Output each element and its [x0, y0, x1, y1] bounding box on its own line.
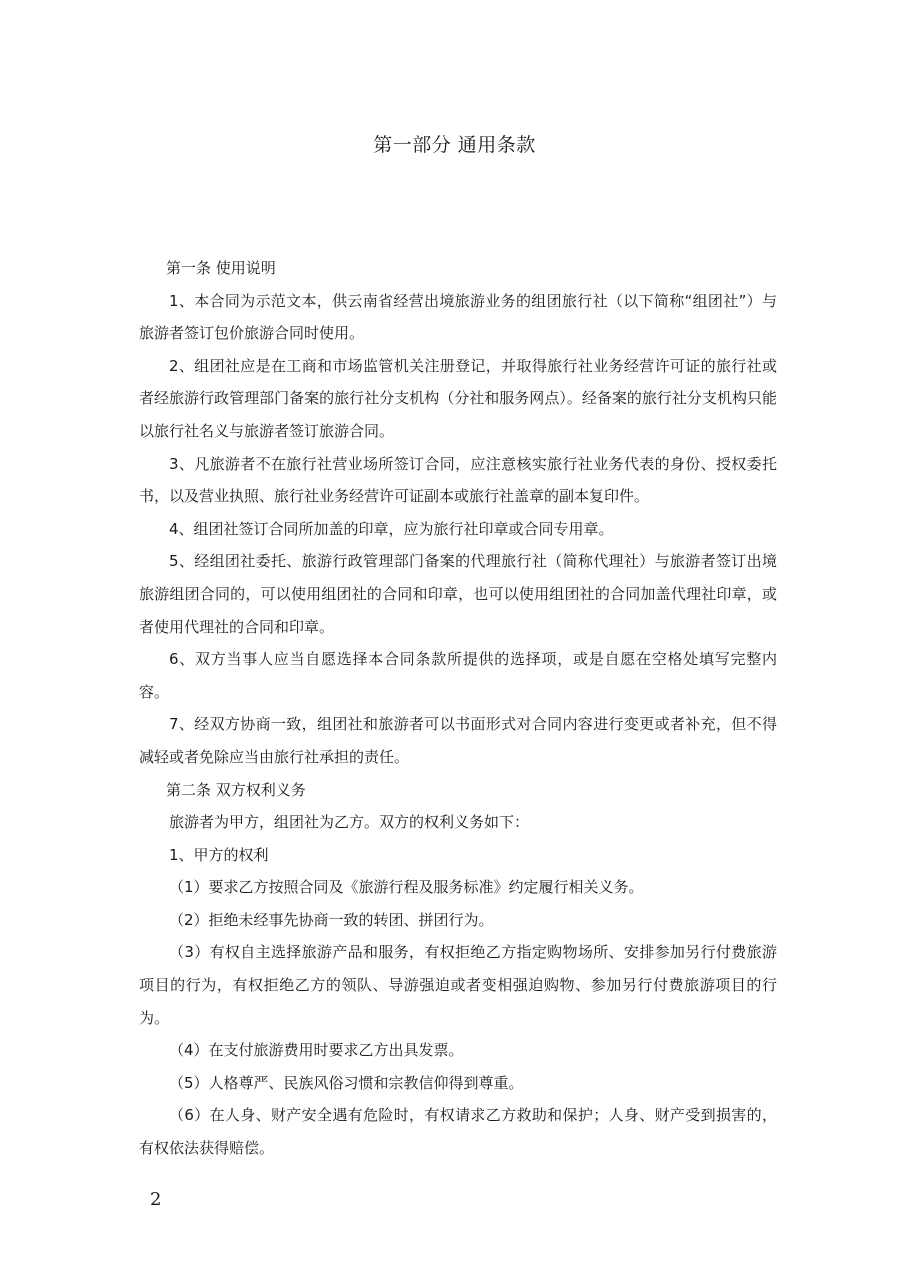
paragraph: 7、经双方协商一致，组团社和旅游者可以书面形式对合同内容进行变更或者补充，但不得减轻或者免除应当由旅行社承担的责任。 — [139, 715, 777, 766]
section-heading: 第二条 双方权利义务 — [166, 780, 306, 799]
paragraph: （4）在支付旅游费用时要求乙方出具发票。 — [169, 1041, 464, 1060]
paragraph: （6）在人身、财产安全遇有危险时，有权请求乙方救助和保护；人身、财产受到损害的，有权依法获得赔偿。 — [139, 1106, 777, 1158]
paragraph: 6、双方当事人应当自愿选择本合同条款所提供的选择项，或是自愿在空格处填写完整内容。 — [139, 650, 777, 701]
document-body — [139, 252, 777, 1165]
paragraph: 4、组团社签订合同所加盖的印章，应为旅行社印章或合同专用章。 — [169, 519, 614, 538]
page-title: 第一部分 通用条款 — [373, 134, 536, 156]
paragraph: 2、组团社应是在工商和市场监管机关注册登记，并取得旅行社业务经营许可证的旅行社或者经旅游行政管理部门备案的旅行社分支机构（分社和服务网点）。经备案的旅行社分支机构只能以旅行社名义与旅游者签订旅游合同。 — [139, 356, 777, 440]
section-heading: 第一条 使用说明 — [166, 259, 276, 277]
paragraph: 旅游者为甲方，组团社为乙方。双方的权利义务如下： — [169, 813, 530, 832]
paragraph: （2）拒绝未经事先协商一致的转团、拼团行为。 — [169, 910, 494, 929]
paragraph: （5）人格尊严、民族风俗习惯和宗教信仰得到尊重。 — [169, 1073, 524, 1092]
paragraph: （3）有权自主选择旅游产品和服务，有权拒绝乙方指定购物场所、安排参加另行付费旅游项目的行为，有权拒绝乙方的领队、导游强迫或者变相强迫购物、参加另行付费旅游项目的行为。 — [139, 943, 777, 1027]
page-number: 2 — [150, 1189, 162, 1210]
paragraph: 3、凡旅游者不在旅行社营业场所签订合同，应注意核实旅行社业务代表的身份、授权委托书，以及营业执照、旅行社业务经营许可证副本或旅行社盖章的副本复印件。 — [139, 454, 777, 506]
paragraph: （1）要求乙方按照合同及《旅游行程及服务标准》约定履行相关义务。 — [169, 878, 644, 897]
paragraph: 1、甲方的权利 — [169, 845, 269, 864]
paragraph: 1、本合同为示范文本，供云南省经营出境旅游业务的组团旅行社（以下简称“组团社”）与旅游者签订包价旅游合同时使用。 — [139, 291, 777, 343]
paragraph: 5、经组团社委托、旅游行政管理部门备案的代理旅行社（简称代理社）与旅游者签订出境旅游组团合同的，可以使用组团社的合同和印章，也可以使用组团社的合同加盖代理社印章，或者使用代理社的合同和印章。 — [139, 552, 777, 636]
